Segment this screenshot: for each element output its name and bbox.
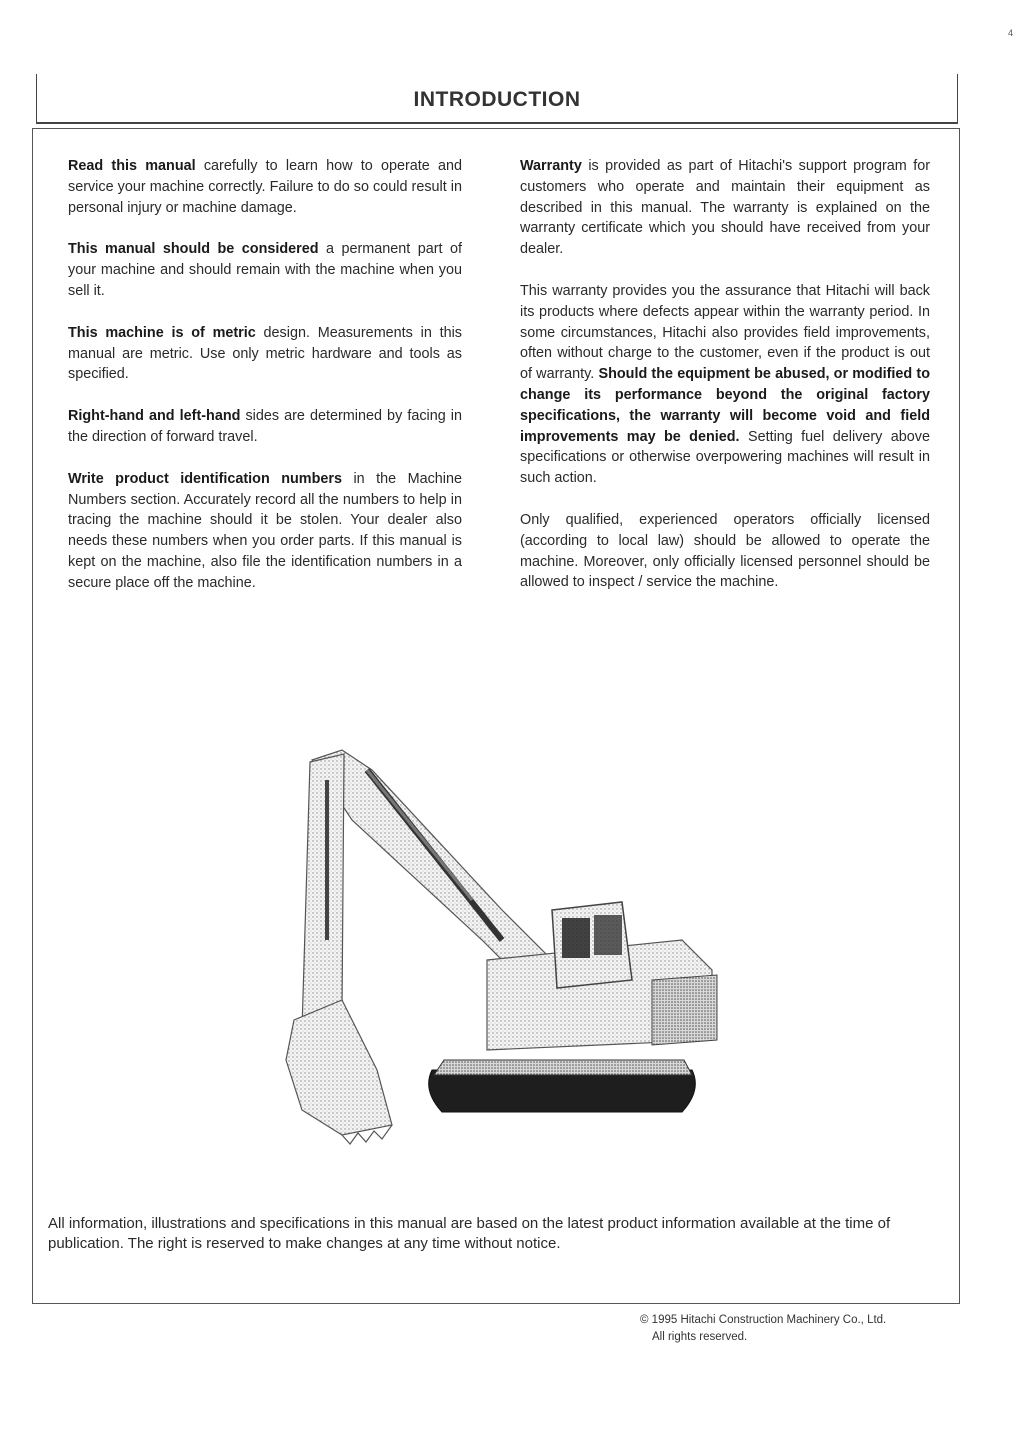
paragraph-metric-design: [68, 323, 462, 385]
rights-reserved: All rights reserved.: [652, 1331, 748, 1343]
paragraph-sides: [68, 406, 462, 448]
counterweight: [652, 975, 717, 1045]
header-box: [36, 74, 958, 124]
lead-phrase: This manual should be considered: [68, 241, 319, 258]
bucket: [286, 1000, 392, 1135]
track-frame: [434, 1060, 692, 1075]
lead-phrase: This machine is of metric: [68, 324, 256, 341]
paragraph-identification-numbers: [68, 469, 462, 594]
left-column: [68, 156, 462, 615]
paragraph-text: sides are determined by facing in the direction of forward travel.: [68, 408, 462, 445]
page-corner-mark: 4: [1008, 28, 1014, 38]
publication-disclaimer: All information, illustrations and specifications in this manual are based on the latest product information available at the time of publication. The right is reserved to make changes at any time without notice.: [48, 1215, 891, 1252]
cab-window: [594, 915, 622, 955]
lead-phrase: Write product identification numbers: [68, 470, 342, 487]
track: [429, 1070, 696, 1112]
copyright-notice: [640, 1312, 886, 1346]
lead-phrase: Right-hand and left-hand: [68, 408, 241, 425]
lead-phrase: Read this manual: [68, 158, 196, 174]
paragraph-text: is provided as part of Hitachi's support program for customers who operate and maintain their equipment as described in this manual. The warranty is explained on the warranty certificate which you should have received from your dealer.: [520, 158, 930, 258]
paragraph-text: carefully to learn how to operate and service your machine correctly. Failure to do so could result in personal injury or machine damage.: [68, 158, 462, 216]
paragraph-read-manual: [68, 156, 462, 218]
lead-phrase: Warranty: [520, 158, 582, 174]
copyright-line: © 1995 Hitachi Construction Machinery Co., Ltd.: [640, 1314, 887, 1326]
paragraph-text: design. Measurements in this manual are metric. Use only metric hardware and tools as specified.: [68, 324, 462, 383]
paragraph-text: Only qualified, experienced operators officially licensed (according to local law) should be allowed to operate the machine. Moreover, only officially licensed personnel should be allowed to inspect / service the machine.: [520, 511, 930, 591]
paragraph-text: in the Machine Numbers section. Accurately record all the numbers to help in tracing the machine should it be stolen. Your dealer also needs these numbers when you order parts. If this manual is kept on the machine, also file the identification numbers in a secure place off the machine.: [68, 470, 462, 591]
paragraph-warranty: [520, 156, 930, 260]
paragraph-text: a permanent part of your machine and should remain with the machine when you sell it.: [68, 241, 462, 299]
paragraph-permanent-part: [68, 239, 462, 301]
paragraph-qualified-operators: [520, 510, 930, 593]
paragraph-text: This warranty provides you the assurance that Hitachi will back its products where defects appear within the warranty period. In some circumstances, Hitachi also provides field improvements, often without charge to the customer, even if the product is out of warranty.: [520, 282, 930, 383]
excavator-illustration: [272, 740, 732, 1160]
paragraph-warranty-assurance: [520, 281, 930, 489]
right-column: [520, 156, 930, 614]
warranty-void-warning: Should the equipment be abused, or modified to change its performance beyond the original factory specifications, the warranty will become void and field improvements may be denied.: [520, 366, 930, 445]
paragraph-text: Setting fuel delivery above specifications or otherwise overpowering machines will result in such action.: [520, 428, 930, 487]
page-title: INTRODUCTION: [413, 88, 581, 111]
arm: [302, 754, 344, 1040]
cab-window: [562, 918, 590, 958]
